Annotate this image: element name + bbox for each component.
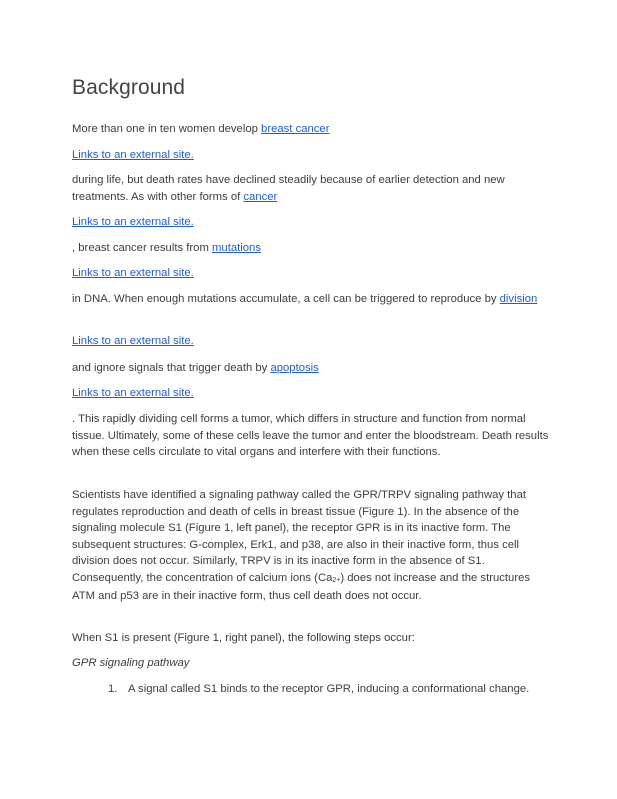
paragraph-text: ) does not increase and the structures ATM and p53 are in their inactive form, thus cell death does not occur. (72, 571, 531, 602)
paragraph-text: Scientists have identified a signaling pathway called the GPR/TRPV signaling pathway that regulates reproduction and death of cells in breast tissue (Figure 1). In the absence of the signaling molecule S1 (Figure 1, left panel), the receptor GPR is in its inactive form. The subsequent structures: G-complex, Erk1, and p38, are also in their inactive form, thus cell division does not occur. Similarly, TRPV is in its inactive form in the absence of S1. Consequently, the concentration of calcium ions (Ca (72, 489, 527, 584)
paragraph-5 (72, 360, 552, 377)
link-cancer[interactable]: cancer (243, 190, 278, 203)
paragraph-text: , breast cancer results from (72, 242, 213, 254)
paragraph-6: . This rapidly dividing cell forms a tumor, which differs in structure and function from normal tissue. Ultimately, some of these cells leave the tumor and enter the bloodstream. Death results when these cells circulate to vital organs and interfere with their functions. (72, 413, 549, 458)
subheading-gpr-pathway: GPR signaling pathway (72, 657, 190, 669)
link-mutations[interactable]: mutations (212, 242, 261, 254)
external-link-5[interactable]: Links to an external site. (72, 387, 194, 399)
link-division[interactable]: division (499, 293, 538, 305)
list-number: 1. (108, 683, 118, 695)
paragraph-3 (72, 240, 552, 257)
external-link-note-4 (72, 333, 552, 350)
external-link-note-1 (72, 147, 552, 164)
external-link-note-5 (72, 385, 552, 402)
section-heading: Background (72, 76, 186, 99)
external-link-note-3 (72, 265, 552, 282)
paragraph-text: in DNA. When enough mutations accumulate, a cell can be triggered to reproduce by (72, 293, 500, 305)
paragraph-text: and ignore signals that trigger death by (72, 362, 271, 374)
paragraph-8: When S1 is present (Figure 1, right panel), the following steps occur: (72, 632, 415, 644)
link-apoptosis[interactable]: apoptosis (270, 362, 319, 374)
paragraph-text: during life, but death rates have declined steadily because of earlier detection and new treatments. As with other forms of (72, 174, 505, 203)
paragraph-4 (72, 291, 552, 308)
external-link-3[interactable]: Links to an external site. (72, 267, 194, 279)
subscript-charge: 2+ (332, 576, 341, 584)
external-link-4[interactable]: Links to an external site. (72, 335, 194, 347)
external-link-2[interactable]: Links to an external site. (72, 216, 194, 228)
list-item-text: A signal called S1 binds to the receptor GPR, inducing a conformational change. (128, 683, 530, 695)
paragraph-1 (72, 121, 552, 138)
list-item (72, 681, 552, 698)
external-link-1[interactable]: Links to an external site. (72, 149, 194, 161)
paragraph-7 (72, 487, 552, 605)
paragraph-2 (72, 172, 552, 205)
paragraph-text: More than one in ten women develop (72, 123, 262, 135)
steps-list (72, 681, 552, 698)
external-link-note-2 (72, 214, 552, 231)
link-breast-cancer[interactable]: breast cancer (261, 123, 330, 135)
